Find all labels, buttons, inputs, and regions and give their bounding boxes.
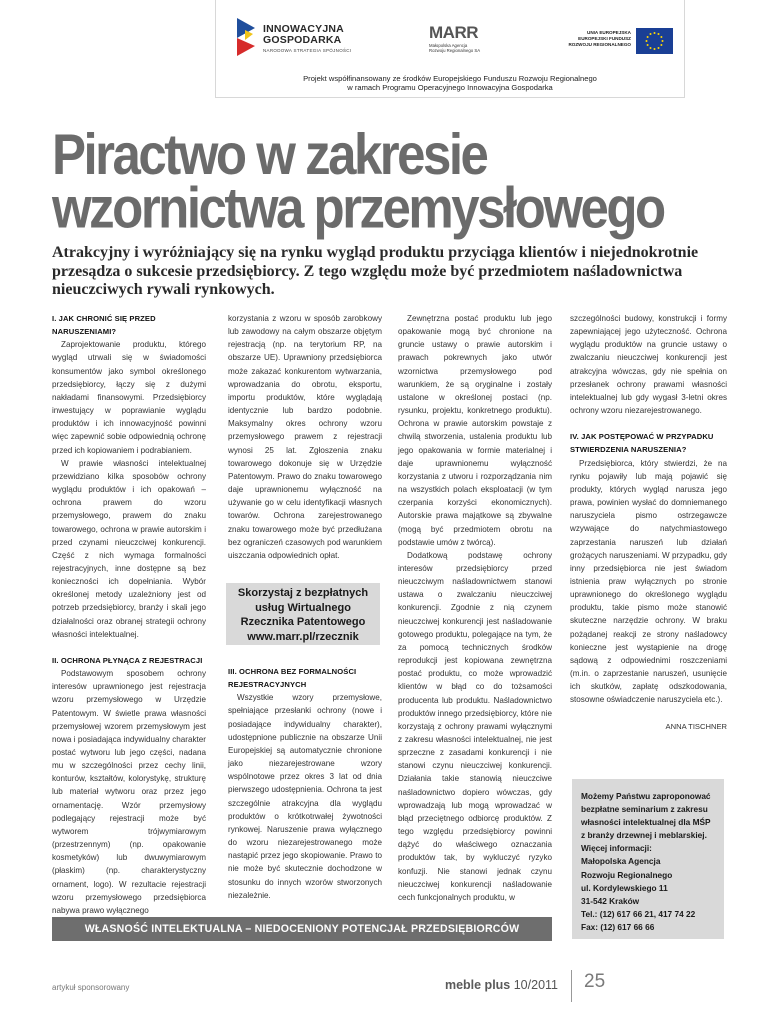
- section-heading-1: I. JAK CHRONIĆ SIĘ PRZED NARUSZENIAMI?: [52, 314, 156, 337]
- section-banner: WŁASNOŚĆ INTELEKTUALNA – NIEDOCENIONY POTENCJAŁ PRZEDSIĘBIORCÓW: [52, 917, 552, 941]
- innowacyjna-gospodarka-emblem-icon: [233, 18, 259, 56]
- sponsored-label: artykuł sponsorowany: [52, 983, 130, 992]
- article-column-2: [228, 312, 382, 562]
- section-heading-4: IV. JAK POSTĘPOWAĆ W PRZYPADKU STWIERDZENIA NARUSZENIA?: [570, 432, 714, 455]
- innowacyjna-gospodarka-logo: [233, 18, 373, 60]
- contact-fax: Fax: (12) 617 66 66: [581, 921, 655, 932]
- article-column-2-lower: [228, 665, 382, 902]
- ig-subtitle: NARODOWA STRATEGIA SPÓJNOŚCI: [263, 48, 352, 53]
- project-funding-note: Projekt współfinansowany ze środków Europejskiego Funduszu Rozwoju Regionalnego w ramach Programu Operacyjnego Innowacyjna Gospodarka: [303, 74, 597, 93]
- footer-divider: [571, 970, 572, 1002]
- paragraph: korzystania z wzoru w sposób zarobkowy lub zawodowy na całym obszarze objętym rejestracją (np. na terytorium RP, na obszarze UE). Uprawniony przedsiębiorca może zakazać konkurentom wytwarzania, wprowadzania do obrotu, eksportu, importu produktów, które wyglądają identycznie lub bardzo podobnie. Maksymalny okres ochrony wzoru przemysłowego prawem z rejestracji wynosi 25 lat. Zgłoszenia znaku towarowego dokonuje się w Urzędzie Patentowym. Prawo do znaku towarowego daje uprawnionemu wyłączność na używanie go w celu identyfikacji własnych towarów. Ochrona zarejestrowanego znaku towarowego może być przedłużana bez ograniczeń czasowych pod warunkiem uiszczania odpowiednich opłat.: [228, 314, 382, 560]
- eu-logo: [556, 28, 676, 56]
- eu-text: UNIA EUROPEJSKA EUROPEJSKI FUNDUSZ ROZWOJU REGIONALNEGO: [568, 30, 631, 47]
- virtual-patent-attorney-callout: Skorzystaj z bezpłatnych usług Wirtualnego Rzecznika Patentowego www.marr.pl/rzecznik: [226, 583, 380, 645]
- article-column-1: [52, 312, 206, 917]
- paragraph: Dodatkową podstawę ochrony interesów przedsiębiorcy przed nieuczciwym naśladownictwem stanowi ustawa o zwalczaniu nieuczciwej konkurencji. Zgodnie z nią czynem nieuczciwej konkurencji jest naśladowanie gotowego produktu, polegające na tym, że za pomocą technicznych środków reprodukcji jest kopiowana zewnętrzna postać produktu, co może wprowadzić klientów w błąd co do tożsamości producenta lub produktu. Naśladownictwo produktów innego przedsiębiorcy, które nie korzystają z ochrony prawami wyłącznymi z zakresu własności intelektualnej, nie jest sprzeczne z zasadami konkurencji i nie stanowi czynu nieuczciwej konkurencji. Działania takie stanowią nieuczciwe naśladownictwo dopiero wówczas, gdy wprowadzają lub mogą wprowadzać w błąd przeciętnego odbiorcę produktów. Z tego względu przedsiębiorcy powinni dążyć do właściwego oznaczania produktów tak, by wykluczyć ryzyko konfuzji. Nie stanowi jednak czynu nieuczciwej konkurencji naśladowanie cech funkcjonalnych produktu, w: [398, 550, 552, 902]
- contact-phone: Tel.: (12) 617 66 21, 417 74 22: [581, 908, 696, 919]
- paragraph: Zaprojektowanie produktu, którego wygląd utrwali się w świadomości konsumentów jako symbol określonego przedsiębiorcy, łączy się z dużymi nakładami finansowymi. Przedsiębiorcy inwestujący w poprawianie wyglądu produktów i ich innowacyjność powinni więc zapewnić sobie odpowiednią ochronę przed ich kopiowaniem i podrabianiem.: [52, 340, 206, 455]
- magazine-issue: meble plus 10/2011: [444, 978, 558, 992]
- paragraph: Podstawowym sposobem ochrony interesów uprawnionego jest rejestracja wzoru przemysłowego w Urzędzie Patentowym. W świetle prawa własności przemysłowej wzorem przemysłowym jest nowa i posiadająca indywidualny charakter postać wytworu lub jego części, nadana mu w szczególności przez cechy linii, konturów, kształtów, kolorystykę, strukturę lub materiał wytworu oraz przez jego ornamentację. Wzór przemysłowy podlegający rejestracji może być wytworem trójwymiarowym (przestrzennym) (np. opakowanie kosmetyków) lub dwuwymiarowym (płaskim) (np. charakterystyczny ornament, logo). W rezultacie rejestracji wzoru przemysłowego przedsiębiorca nabywa prawo wyłącznego: [52, 669, 206, 915]
- virtual-patent-attorney-link[interactable]: www.marr.pl/rzecznik: [247, 630, 359, 643]
- paragraph: szczególności budowy, konstrukcji i formy zapewniającej jego użyteczność. Ochrona wyglądu produktów na gruncie ustawy o zwalczaniu nieuczciwej konkurencji jest atrakcyjna wówczas, gdy nie spełnia on przesłanek ochrony prawami własności intelektualnej lub gdy wygasł 3-letni okres ochrony wzoru niezarejestrowanego.: [570, 314, 727, 416]
- marr-subtitle: Małopolska Agencja Rozwoju Regionalnego SA: [429, 43, 481, 53]
- page-number: 25: [584, 971, 606, 992]
- paragraph: Przedsiębiorca, który stwierdzi, że na rynku pojawiły lub mają pojawić się produkty, których wygląd narusza jego prawa, powinien wysłać do domniemanego naruszyciela pismo ostrzegawcze wzywające do natychmiastowego zaprzestania naruszeń lub działań grożących naruszeniami. W przypadku, gdy inny przedsiębiorca nie jest świadom istnienia praw wyłącznych po stronie uprawnionego do określonego wyglądu produktu, takie pismo może stanowić skuteczne narzędzie ochrony. W braku pożądanej reakcji ze strony naśladowcy konieczne jest wystąpienie na drogę sądową z odpowiednimi roszczeniami (m.in. o zaprzestanie naruszeń, usunięcie ich skutków, zapłatę odszkodowania, stosowne oświadczenie naruszyciela etc.).: [570, 458, 727, 705]
- marr-logo: [429, 24, 489, 58]
- eu-flag-icon: [636, 28, 673, 54]
- section-heading-3: III. OCHRONA BEZ FORMALNOŚCI REJESTRACYJNYCH: [228, 667, 357, 690]
- paragraph: Zewnętrzna postać produktu lub jego opakowanie mogą być chronione na gruncie ustawy o prawie autorskim i prawach pokrewnych jako utwór wzornictwa przemysłowego pod warunkiem, że są oryginalne i zostały ustalone w określonej postaci (np. rysunku, projektu, konkretnego produktu). Ochrona w prawie autorskim powstaje z chwilą stworzenia, ustalenia produktu lub jego opakowania w formie materialnej i daje uprawnionemu wyłączność korzystania z utworu i rozporządzania nim na wszystkich polach eksploatacji (w tym czerpania korzyści ekonomicznych). Autorskie prawa majątkowe są zbywalne (mogą być przedmiotem obrotu na podstawie umów z twórcą).: [398, 314, 552, 547]
- paragraph: W prawie własności intelektualnej przewidziano kilka sposobów ochrony wyglądu produktów i ich opakowań – ochrona prawem do wzoru przemysłowego, prawem do znaku towarowego, ochrona w prawie autorskim i przed czynami nieuczciwej konkurencji. Część z nich wymaga formalności rejestracyjnych, inne dostępne są bez konieczności ich dopełniania. Wybór określonej metody uzależniony jest od potrzeb przedsiębiorcy, branży i skali jego działalności oraz obranej strategii ochrony własności intelektualnej.: [52, 458, 206, 639]
- seminar-info-box: Możemy Państwu zaproponować bezpłatne seminarium z zakresu własności intelektualnej dla MŚP z branży drzewnej i meblarskiej. Więcej informacji: Małopolska Agencja Rozwoju Regionalnego ul. Kordylewskiego 11 31-542 Kraków Tel.: (12) 617 66 21, 417 74 22 Fax: (12) 617 66 66: [572, 779, 724, 939]
- article-column-3: [398, 312, 552, 904]
- ig-name: INNOWACYJNA GOSPODARKA: [263, 23, 344, 46]
- section-heading-2: II. OCHRONA PŁYNĄCA Z REJESTRACJI: [52, 655, 203, 665]
- article-column-4: [570, 312, 727, 733]
- article-lead: Atrakcyjny i wyróżniający się na rynku wygląd produktu przyciąga klientów i niejednokrotnie przesądza o sukcesie przedsiębiorcy. Z tego względu może być przedmiotem naśladownictwa nieuczciwych rywali rynkowych.: [52, 244, 699, 299]
- author-signature: ANNA TISCHNER: [665, 721, 727, 731]
- marr-name: MARR: [429, 23, 478, 42]
- article-title: Piractwo w zakresie wzornictwa przemysłowego: [52, 122, 664, 240]
- paragraph: Wszystkie wzory przemysłowe, spełniające przesłanki ochrony (nowe i posiadające indywidualny charakter), udostępnione publicznie na obszarze Unii Europejskiej są automatycznie chronione jako niezarejestrowane wzory wspólnotowe przez okres 3 lat od dnia pierwszego udostępnienia. Ochrona ta jest szczególnie atrakcyjna dla wyglądu produktów o krótkotrwałej żywotności rynkowej. Naruszenie prawa wyłącznego do wzoru niezarejestrowanego może nastąpić przez jego skopiowanie. Prawo to nie może być skutecznie dochodzone w stosunku do innych wzorów stworzonych niezależnie.: [228, 693, 382, 900]
